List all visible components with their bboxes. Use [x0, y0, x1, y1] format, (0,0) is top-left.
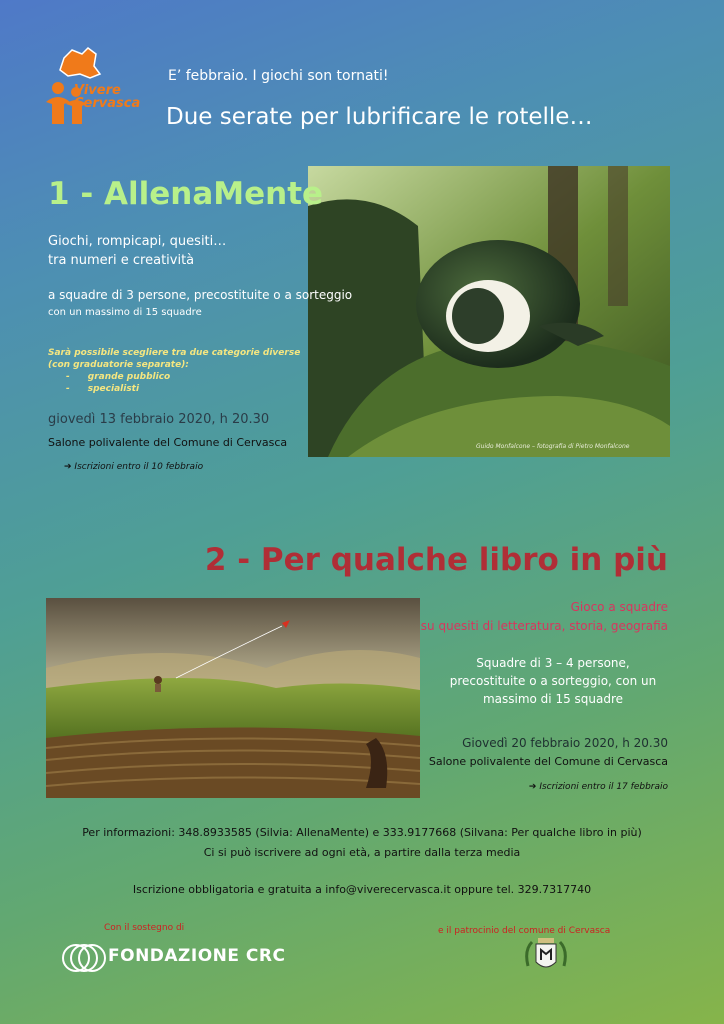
logo-text: Vivere Cervasca — [74, 83, 141, 111]
event1-registration: ➔ Iscrizioni entro il 10 febbraio — [64, 462, 204, 472]
cervasca-crest-icon — [524, 936, 568, 976]
event1-title: 1 - AllenaMente — [48, 176, 324, 212]
registration-info: Iscrizione obbligatoria e gratuita a info@viverecervasca.it oppure tel. 329.7317740 — [132, 883, 592, 896]
event2-registration: ➔ Iscrizioni entro il 17 febbraio — [528, 782, 668, 792]
arrow-right-icon: ➔ — [64, 462, 72, 472]
sculpture-photo — [308, 166, 670, 457]
sponsor-name: FONDAZIONE CRC — [108, 946, 286, 966]
event1-max-teams: con un massimo di 15 squadre — [48, 307, 202, 318]
event1-description: Giochi, rompicapi, quesiti… tra numeri e creatività — [48, 234, 227, 268]
headline: Due serate per lubrificare le rotelle… — [166, 104, 593, 130]
fondazione-crc-logo — [62, 940, 108, 976]
event2-description: Gioco a squadre su quesiti di letteratura, storia, geografia — [420, 600, 668, 633]
age-info: Ci si può iscrivere ad ogni età, a partire dalla terza media — [203, 846, 521, 859]
support-label: Con il sostegno di — [104, 923, 185, 933]
event2-date: Giovedì 20 febbraio 2020, h 20.30 — [462, 736, 668, 750]
event2-teams: Squadre di 3 – 4 persone, precostituite o a sorteggio, con un massimo di 15 squadre — [449, 656, 657, 706]
event1-teams: a squadre di 3 persone, precostituite o a sorteggio — [48, 288, 353, 302]
category-item: - grande pubblico — [66, 371, 300, 383]
event1-place: Salone polivalente del Comune di Cervasca — [48, 436, 288, 449]
arrow-right-icon: ➔ — [528, 782, 537, 792]
event2-title: 2 - Per qualche libro in più — [204, 542, 668, 578]
event2-place: Salone polivalente del Comune di Cervasca — [428, 755, 668, 768]
subtitle: E’ febbraio. I giochi son tornati! — [168, 68, 389, 84]
event1-date: giovedì 13 febbraio 2020, h 20.30 — [48, 412, 270, 427]
book-photo — [46, 598, 420, 798]
contact-info: Per informazioni: 348.8933585 (Silvia: AllenaMente) e 333.9177668 (Silvana: Per qualche libro in più) — [82, 826, 642, 839]
photo-caption: Guido Monfalcone – fotografia di Pietro Monfalcone — [476, 443, 630, 450]
event1-categories: Sarà possibile scegliere tra due categorie diverse (con graduatorie separate): - grande pubblico - specialisti — [48, 347, 300, 395]
patronage-label: e il patrocinio del comune di Cervasca — [438, 926, 611, 936]
category-item: - specialisti — [66, 383, 300, 395]
